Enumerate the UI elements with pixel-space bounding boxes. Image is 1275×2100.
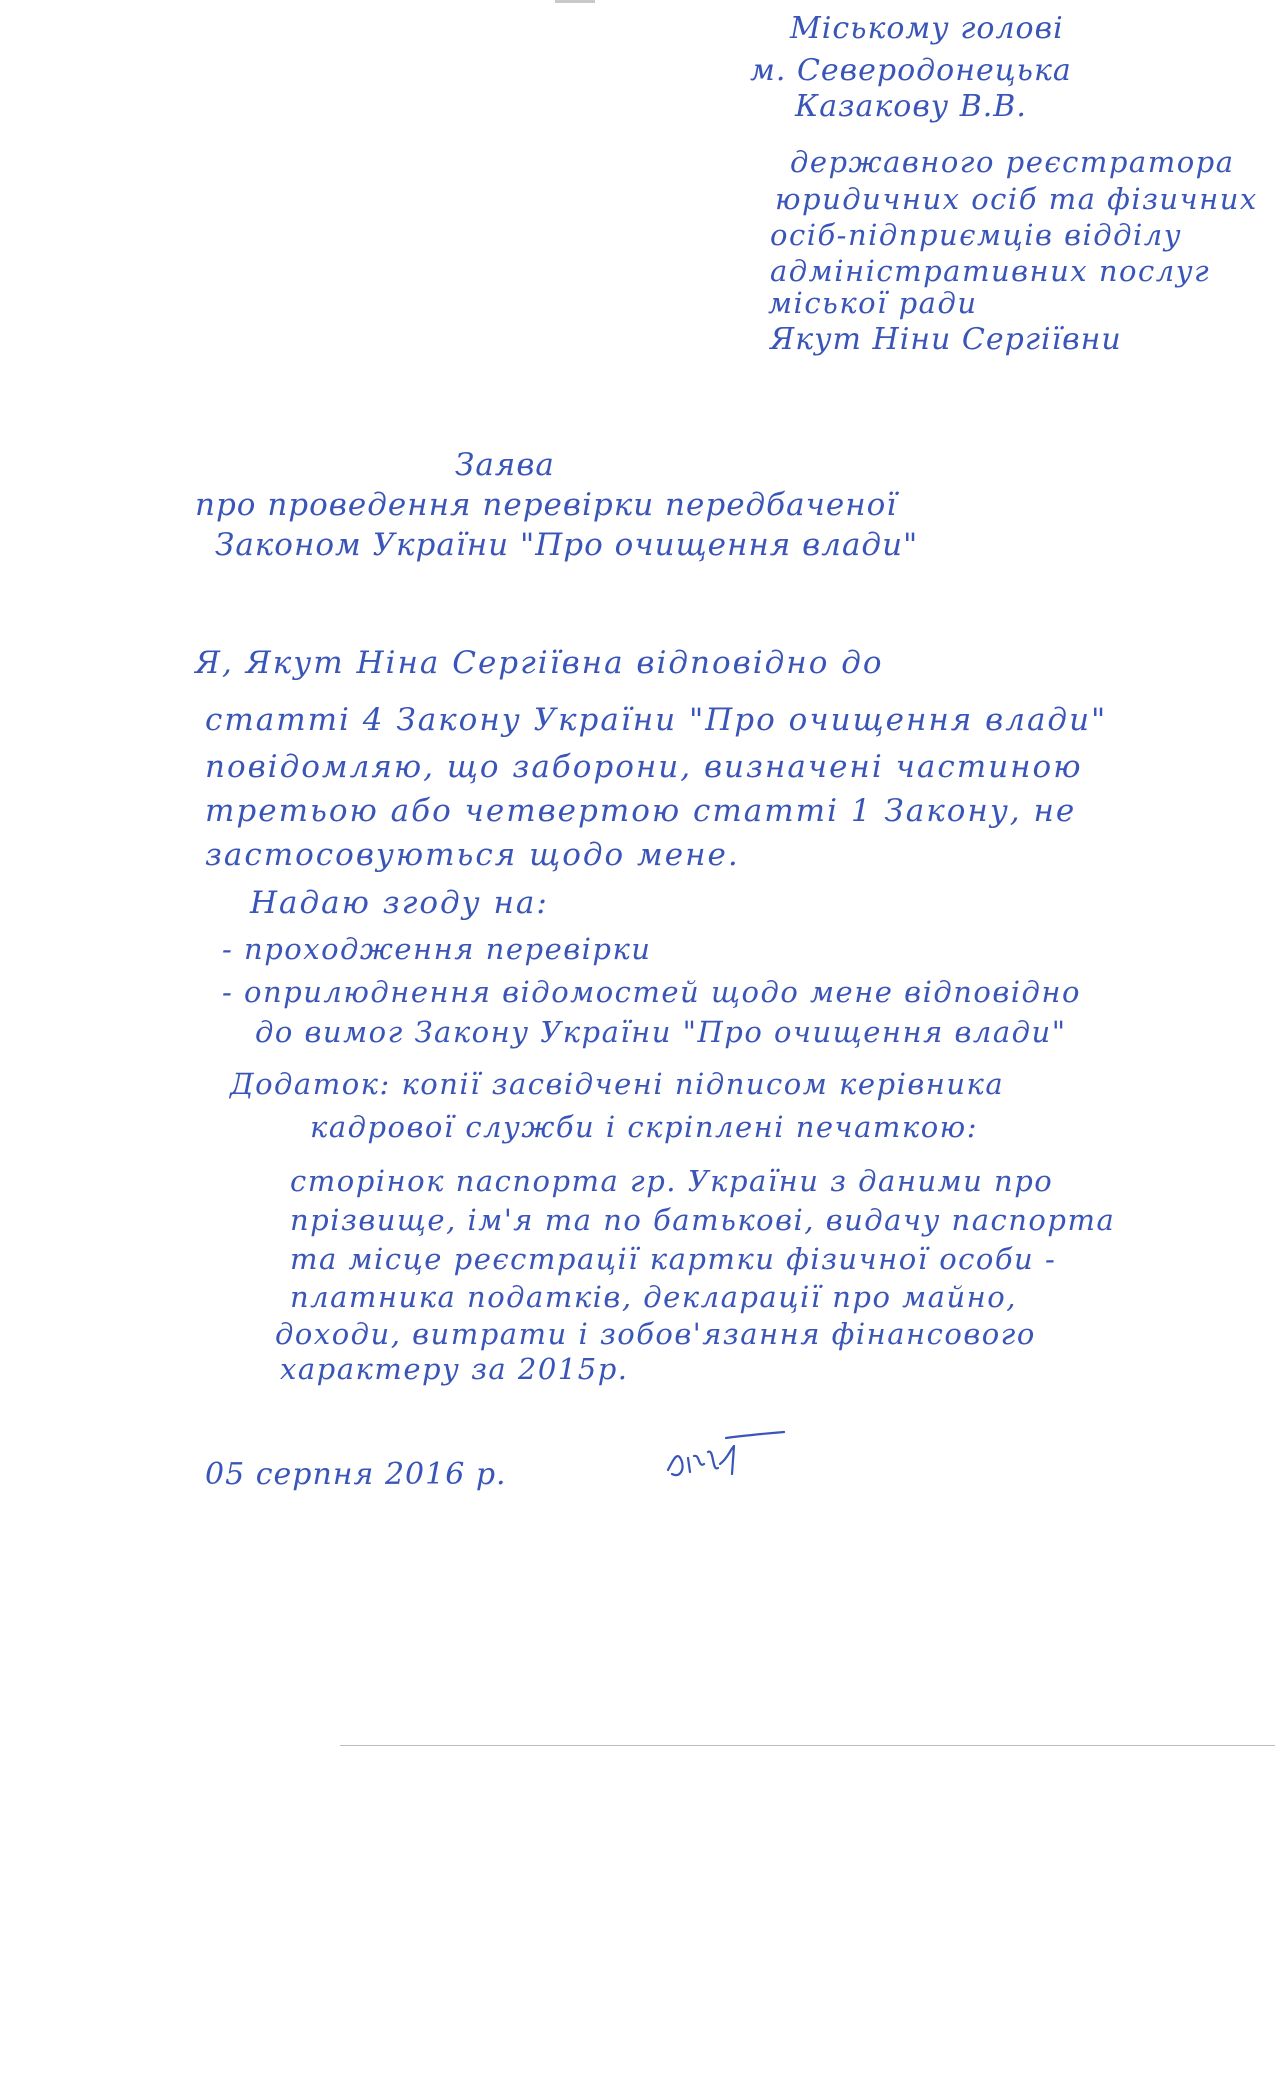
- document-date: 05 серпня 2016 р.: [205, 1457, 507, 1492]
- attachment-line: платника податків, декларації про майно,: [290, 1280, 1017, 1314]
- consent-item: - проходження перевірки: [222, 932, 652, 966]
- attachment-line: Додаток: копії засвідчені підписом керівника: [230, 1067, 1005, 1101]
- addressee-line: Міському голові: [790, 11, 1064, 46]
- consent-item: до вимог Закону України "Про очищення влади": [255, 1015, 1067, 1049]
- paragraph-line: третьою або четвертою статті 1 Закону, не: [205, 793, 1077, 829]
- paragraph-line: статті 4 Закону України "Про очищення влади": [205, 702, 1108, 738]
- consent-intro: Надаю згоду на:: [250, 885, 549, 921]
- attachment-line: доходи, витрати і зобов'язання фінансового: [275, 1317, 1036, 1351]
- addressee-line: державного реєстратора: [790, 145, 1235, 179]
- addressee-line: осіб-підприємців відділу: [770, 218, 1183, 252]
- scan-mark: [555, 0, 595, 3]
- addressee-line: Казакову В.В.: [795, 89, 1027, 124]
- attachment-line: прізвище, ім'я та по батькові, видачу паспорта: [290, 1203, 1116, 1237]
- title-line: Законом України "Про очищення влади": [215, 527, 919, 563]
- page-bottom-rule: [340, 1745, 1275, 1746]
- attachment-line: характеру за 2015р.: [280, 1352, 629, 1386]
- addressee-line: м. Северодонецька: [750, 53, 1072, 88]
- paragraph-line: застосовуються щодо мене.: [205, 837, 740, 873]
- attachment-line: та місце реєстрації картки фізичної особи -: [290, 1242, 1057, 1276]
- paragraph-line: Я, Якут Ніна Сергіївна відповідно до: [195, 645, 884, 681]
- addressee-line: адміністративних послуг: [770, 254, 1211, 288]
- addressee-line: юридичних осіб та фізичних: [775, 182, 1258, 216]
- document-heading: Заява: [455, 447, 555, 483]
- addressee-line: Якут Ніни Сергіївни: [770, 322, 1122, 357]
- attachment-line: сторінок паспорта гр. України з даними про: [290, 1164, 1054, 1198]
- paragraph-line: повідомляю, що заборони, визначені частиною: [205, 749, 1083, 785]
- addressee-line: міської ради: [768, 286, 978, 320]
- handwritten-signature: [660, 1428, 790, 1488]
- consent-item: - оприлюднення відомостей щодо мене відповідно: [222, 975, 1081, 1009]
- attachment-line: кадрової служби і скріплені печаткою:: [310, 1110, 978, 1144]
- title-line: про проведення перевірки передбаченої: [195, 487, 898, 523]
